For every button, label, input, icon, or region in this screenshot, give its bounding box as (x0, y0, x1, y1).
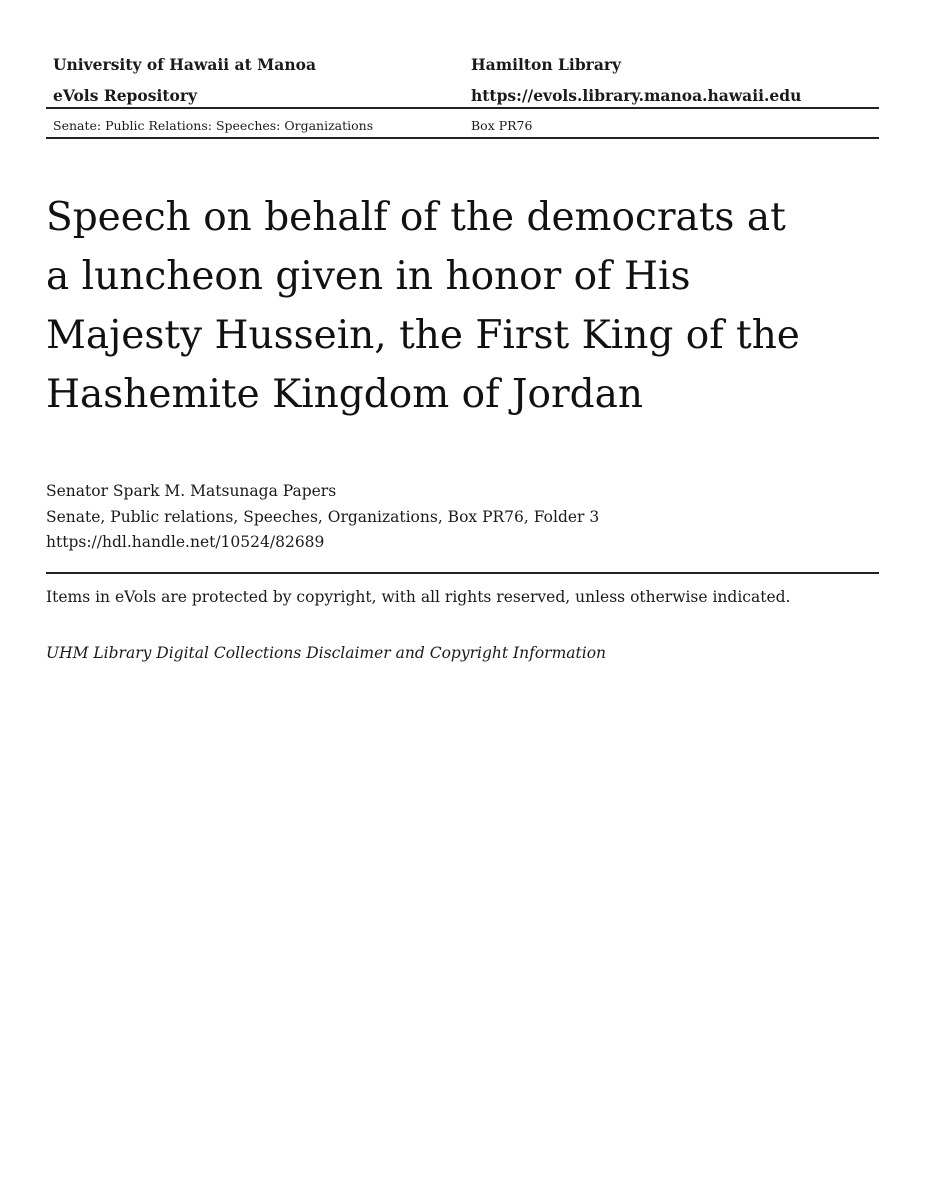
handle-link[interactable]: https://hdl.handle.net/10524/82689 (46, 533, 325, 551)
content-divider (46, 572, 879, 574)
collection-name: Senator Spark M. Matsunaga Papers (46, 482, 337, 500)
header-row-1 (46, 55, 879, 85)
disclaimer-link[interactable]: UHM Library Digital Collections Disclaimer and Copyright Information (46, 644, 607, 662)
header-divider-top (46, 107, 879, 109)
copyright-notice: Items in eVols are protected by copyright, with all rights reserved, unless otherwise indicated. (46, 588, 791, 606)
collection-path: Senate: Public Relations: Speeches: Organizations (53, 118, 374, 133)
header-meta-row (46, 118, 879, 136)
document-title: Speech on behalf of the democrats at a luncheon given in honor of His Majesty Hussein, the First King of the Hashemite Kingdom of Jordan (46, 195, 800, 417)
institution-name: University of Hawaii at Manoa (53, 55, 316, 74)
folder-location: Senate, Public relations, Speeches, Organizations, Box PR76, Folder 3 (46, 508, 600, 526)
library-name: Hamilton Library (471, 55, 622, 74)
header-row-2 (46, 86, 879, 116)
header-divider-bottom (46, 137, 879, 139)
box-number: Box PR76 (471, 118, 533, 133)
repository-url[interactable]: https://evols.library.manoa.hawaii.edu (471, 86, 802, 105)
repository-name: eVols Repository (53, 86, 198, 105)
